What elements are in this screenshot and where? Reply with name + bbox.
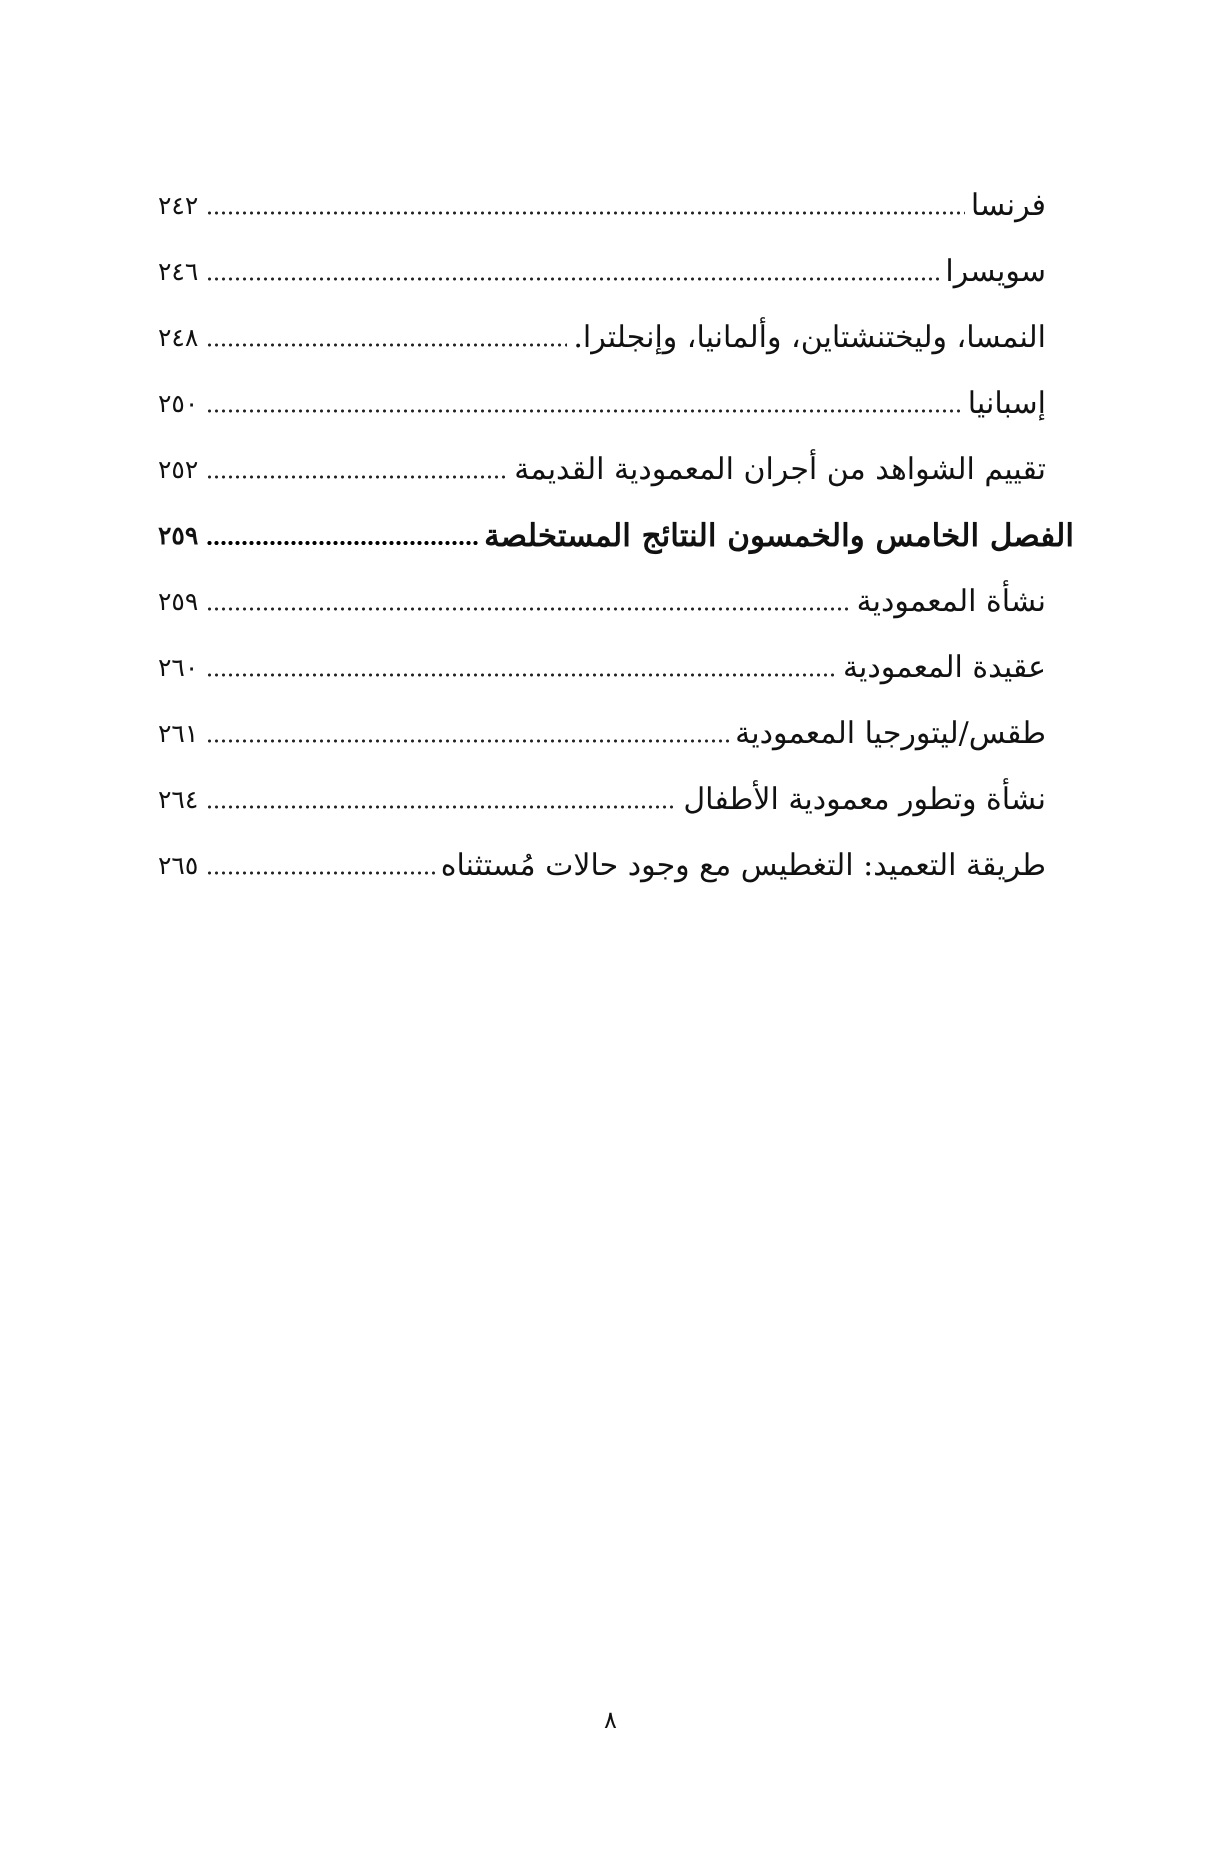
toc-entry-infant-baptism <box>158 754 1046 820</box>
toc-entry-title: النمسا، وليختنشتاين، وألمانيا، وإنجلترا. <box>573 320 1046 355</box>
toc-entry-title: عقيدة المعمودية <box>842 650 1046 685</box>
toc-entry-page: ٢٦٠ <box>158 653 199 682</box>
toc-entry-origin <box>158 556 1046 622</box>
page-number: ٨ <box>604 1706 617 1734</box>
toc-entry-page: ٢٦٤ <box>158 785 199 814</box>
dot-leader <box>206 802 677 812</box>
toc-entry-austria-germany-england <box>158 292 1046 358</box>
toc-chapter-heading <box>158 490 1074 556</box>
toc-entry-page: ٢٥٩ <box>158 587 199 616</box>
toc-entry-evaluation <box>158 424 1046 490</box>
toc-entry-page: ٢٦١ <box>158 719 199 748</box>
toc-entry-method <box>158 820 1046 886</box>
toc-entry-title: طريقة التعميد: التغطيس مع وجود حالات مُستثناه <box>440 848 1046 883</box>
toc-entry-title: تقييم الشواهد من أجران المعمودية القديمة <box>514 452 1046 487</box>
toc-entry-title: سويسرا <box>945 254 1046 289</box>
toc-entry-page: ٢٥٢ <box>158 455 199 484</box>
toc-entry-france <box>158 160 1046 226</box>
toc-chapter-page: ٢٥٩ <box>158 521 199 550</box>
toc-entry-title: طقس/ليتورجيا المعمودية <box>735 716 1046 751</box>
toc-entry-liturgy <box>158 688 1046 754</box>
dot-leader <box>206 604 851 614</box>
dot-leader <box>206 736 729 746</box>
toc-chapter-title: الفصل الخامس والخمسون النتائج المستخلصة <box>484 518 1074 554</box>
toc-entry-switzerland <box>158 226 1046 292</box>
dot-leader <box>206 406 962 416</box>
toc-entry-page: ٢٦٥ <box>158 851 199 880</box>
dot-leader <box>206 208 965 218</box>
toc-entry-spain <box>158 358 1046 424</box>
dot-leader <box>206 472 508 482</box>
toc-entry-page: ٢٤٢ <box>158 191 199 220</box>
dot-leader <box>206 274 939 284</box>
toc-entry-title: إسبانيا <box>967 386 1046 421</box>
dot-leader <box>206 340 567 350</box>
toc-entry-doctrine <box>158 622 1046 688</box>
toc-entry-page: ٢٤٦ <box>158 257 199 286</box>
toc-entry-page: ٢٥٠ <box>158 389 199 418</box>
dot-leader <box>206 868 435 878</box>
toc-entry-page: ٢٤٨ <box>158 323 199 352</box>
dot-leader <box>206 670 837 680</box>
toc-entry-title: نشأة وتطور معمودية الأطفال <box>683 782 1046 817</box>
toc-entry-title: نشأة المعمودية <box>856 584 1046 619</box>
table-of-contents <box>158 160 1074 886</box>
dot-leader <box>206 538 478 548</box>
toc-entry-title: فرنسا <box>970 188 1046 223</box>
